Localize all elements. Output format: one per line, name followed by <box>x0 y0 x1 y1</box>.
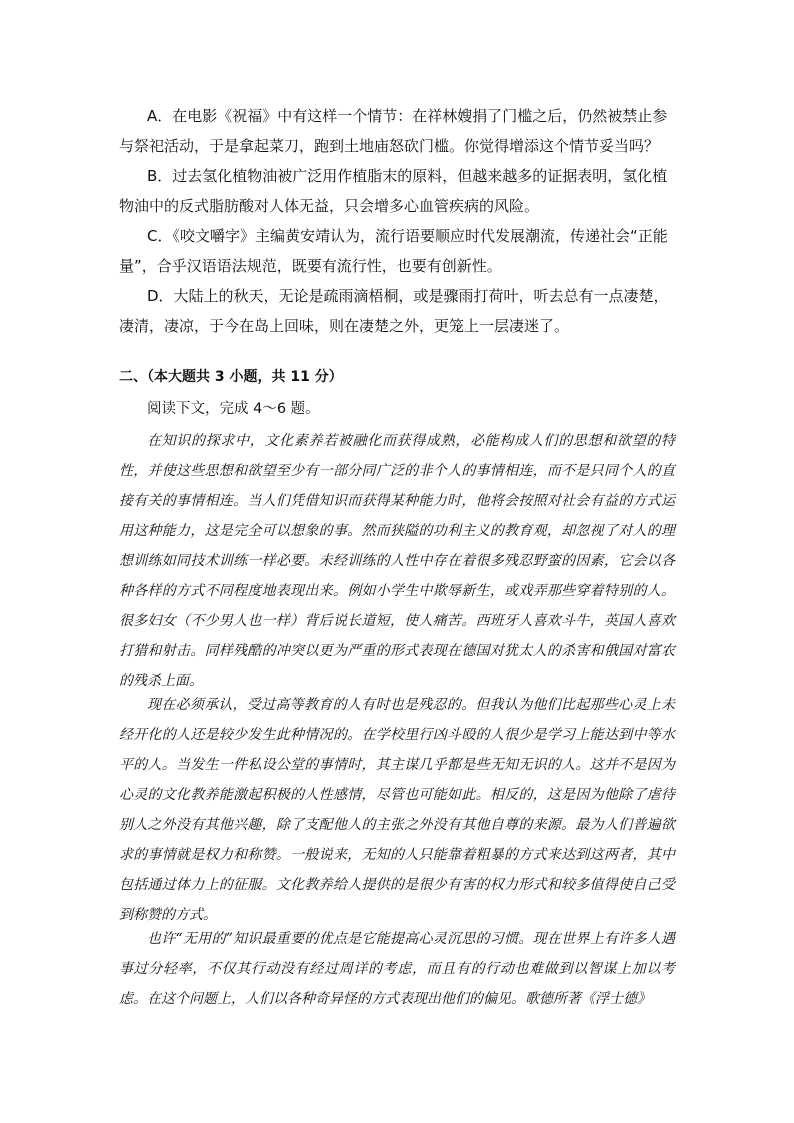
section-heading: 二、（本大题共 3 小题，共 11 分） <box>119 369 343 385</box>
option-a: A．在电影《祝福》中有这样一个情节：在祥林嫂捐了门槛之后，仍然被禁止参与祭祀活动，于是拿起菜刀，跑到土地庙怒砍门槛。你觉得增添这个情节妥当吗？ <box>119 107 668 155</box>
reading-instruction: 阅读下文，完成 4～6 题。 <box>147 401 320 417</box>
passage-paragraph-2: 现在必须承认，受过高等教育的人有时也是残忍的。但我认为他们比起那些心灵上未经开化的人还是较少发生此种情况的。在学校里行凶斗殴的人很少是学习上能达到中等水平的人。当发生一件私设公堂的事情时，其主谋几乎都是些无知无识的人。这并不是因为心灵的文化教养能激起积极的人性感情，尽管也可能如此。相反的，这是因为他除了虐待别人之外没有其他兴趣，除了支配他人的主张之外没有其他自尊的来源。最为人们普遍欲求的事情就是权力和称赞。一般说来，无知的人只能靠着粗暴的方式来达到这两者，其中包括通过体力上的征服。文化教养给人提供的是很少有害的权力形式和较多值得使自己受到称赞的方式。 <box>119 697 675 923</box>
option-b: B．过去氢化植物油被广泛用作植脂末的原料，但越来越多的证据表明，氢化植物油中的反式脂肪酸对人体无益，只会增多心血管疾病的风险。 <box>119 167 668 215</box>
passage-paragraph-1: 在知识的探求中，文化素养若被融化而获得成熟，必能构成人们的思想和欲望的特性，并使这些思想和欲望至少有一部分同广泛的非个人的事情相连，而不是只同个人的直接有关的事情相连。当人们凭借知识而获得某种能力时，他将会按照对社会有益的方式运用这种能力，这是完全可以想象的事。然而狭隘的功利主义的教育观，却忽视了对人的理想训练如同技术训练一样必要。未经训练的人性中存在着很多残忍野蛮的因素，它会以各种各样的方式不同程度地表现出来。例如小学生中欺辱新生，或戏弄那些穿着特别的人。很多妇女（不少男人也一样）背后说长道短，使人痛苦。西班牙人喜欢斗牛，英国人喜欢打猎和射击。同样残酷的冲突以更为严重的形式表现在德国对犹太人的杀害和俄国对富农的残杀上面。 <box>119 433 675 689</box>
option-d: D．大陆上的秋天，无论是疏雨滴梧桐，或是骤雨打荷叶，听去总有一点凄楚，凄清，凄凉，于今在岛上回味，则在凄楚之外，更笼上一层凄迷了。 <box>119 287 669 335</box>
passage-paragraph-3: 也许“无用的”知识最重要的优点是它能提高心灵沉思的习惯。现在世界上有许多人遇事过分轻率，不仅其行动没有经过周详的考虑，而且有的行动也难做到以智谋上加以考虑。在这个问题上，人们以各种奇异怪的方式表现出他们的偏见。歌德所著《浮士德》 <box>119 931 675 1007</box>
option-c: C．《咬文嚼字》主编黄安靖认为，流行语要顺应时代发展潮流，传递社会“正能量”，合乎汉语语法规范，既要有流行性，也要有创新性。 <box>119 227 668 275</box>
